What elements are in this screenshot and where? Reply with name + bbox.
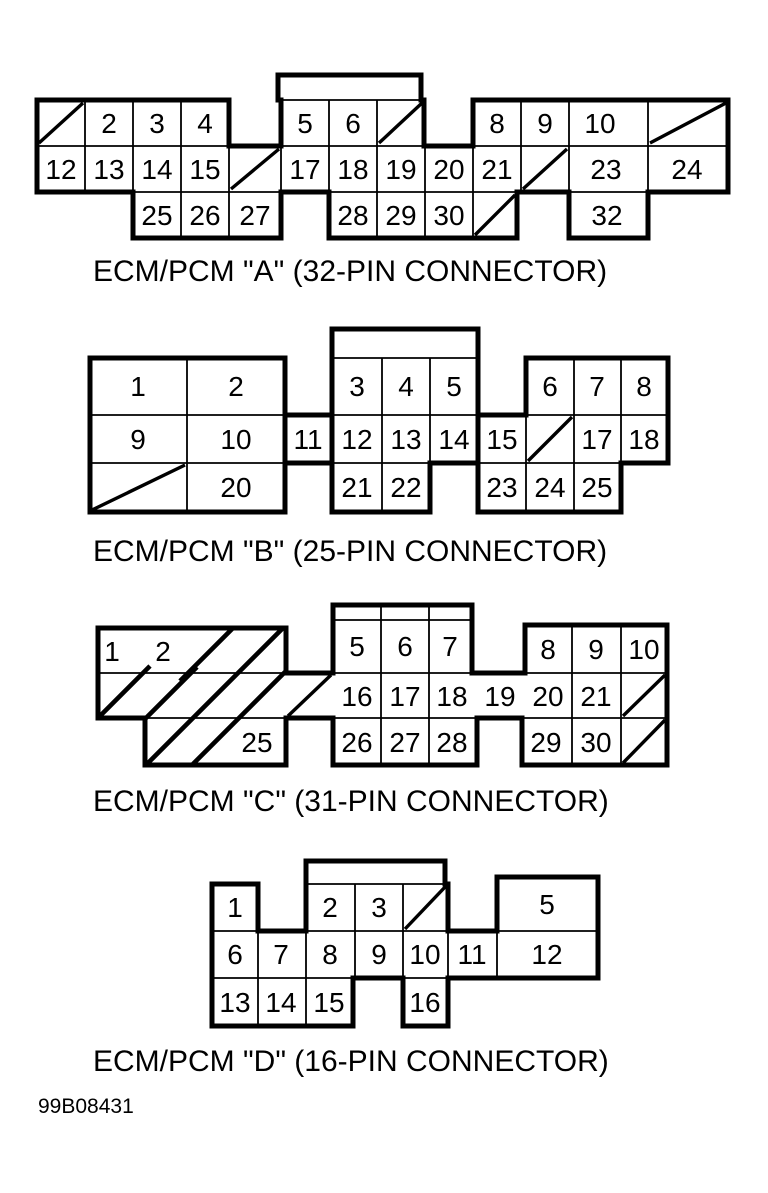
pin-label: 17 [581, 424, 613, 455]
pin-label: 16 [409, 987, 441, 1018]
pin-label: 27 [239, 200, 271, 231]
pin-label: 6 [542, 371, 558, 402]
connector-b-pin-labels [130, 371, 659, 503]
pin-label: 22 [390, 472, 422, 503]
pin-label: 13 [390, 424, 422, 455]
pin-label: 12 [45, 154, 77, 185]
pin-label: 21 [580, 681, 612, 712]
connector-a-pin-labels [45, 108, 702, 231]
connector-d-blocked-pin-slashes [405, 886, 446, 929]
pin-label: 10 [409, 939, 441, 970]
pin-label: 25 [241, 727, 273, 758]
connector-b-diagram [90, 329, 668, 568]
pin-label: 18 [628, 424, 660, 455]
pin-label: 15 [486, 424, 518, 455]
pin-label: 16 [341, 681, 373, 712]
pin-label: 28 [337, 200, 369, 231]
pin-label: 30 [580, 727, 612, 758]
pin-label: 2 [155, 636, 171, 667]
pin-label: 14 [438, 424, 470, 455]
pin-label: 9 [130, 424, 146, 455]
connector-b-caption: ECM/PCM "B" (25-PIN CONNECTOR) [93, 535, 608, 568]
pin-label: 18 [436, 681, 468, 712]
pin-label: 8 [489, 108, 505, 139]
pin-label: 3 [349, 371, 365, 402]
pin-label: 18 [337, 154, 369, 185]
pin-label: 29 [385, 200, 417, 231]
connector-c-caption: ECM/PCM "C" (31-PIN CONNECTOR) [93, 785, 609, 818]
connector-a-caption: ECM/PCM "A" (32-PIN CONNECTOR) [93, 255, 608, 288]
pin-label: 24 [671, 154, 703, 185]
pin-label: 11 [457, 939, 487, 970]
pin-label: 26 [189, 200, 221, 231]
pin-label: 6 [227, 939, 243, 970]
pin-label: 25 [581, 472, 613, 503]
pin-label: 19 [484, 681, 516, 712]
pin-label: 12 [531, 939, 563, 970]
pin-label: 9 [371, 939, 387, 970]
pin-label: 5 [349, 631, 365, 662]
pin-label: 23 [486, 472, 518, 503]
pin-label: 12 [341, 424, 373, 455]
pin-label: 25 [141, 200, 173, 231]
pin-label: 14 [141, 154, 173, 185]
pin-label: 15 [189, 154, 221, 185]
pin-label: 32 [591, 200, 623, 231]
figure-code: 99B08431 [38, 1095, 134, 1118]
pin-label: 2 [228, 371, 244, 402]
pin-label: 10 [220, 424, 252, 455]
pin-label: 7 [589, 371, 605, 402]
pin-label: 28 [436, 727, 468, 758]
pin-label: 5 [297, 108, 313, 139]
pin-label: 13 [219, 987, 251, 1018]
connector-d-pin-labels [219, 889, 562, 1018]
pin-label: 19 [385, 154, 417, 185]
pin-label: 6 [397, 631, 413, 662]
pin-label: 1 [227, 892, 243, 923]
pin-label: 11 [293, 424, 323, 455]
pin-label: 20 [220, 472, 252, 503]
pin-label: 27 [389, 727, 421, 758]
pin-label: 10 [628, 634, 660, 665]
pin-label: 6 [345, 108, 361, 139]
pin-label: 30 [433, 200, 465, 231]
pin-label: 9 [588, 634, 604, 665]
pin-label: 8 [322, 939, 338, 970]
pin-label: 2 [322, 892, 338, 923]
pin-label: 2 [101, 108, 117, 139]
connector-d-caption: ECM/PCM "D" (16-PIN CONNECTOR) [93, 1045, 609, 1078]
pin-label: 23 [590, 154, 622, 185]
pin-label: 3 [149, 108, 165, 139]
pin-label: 7 [442, 631, 458, 662]
pin-label: 20 [433, 154, 465, 185]
pin-label: 1 [130, 371, 146, 402]
pin-label: 20 [532, 681, 564, 712]
pin-label: 13 [93, 154, 125, 185]
pin-label: 4 [398, 371, 414, 402]
pin-label: 8 [636, 371, 652, 402]
connector-c-diagram [90, 605, 667, 818]
pin-label: 5 [539, 889, 555, 920]
pin-label: 9 [537, 108, 553, 139]
pin-label: 10 [584, 108, 616, 139]
pin-label: 21 [341, 472, 373, 503]
connector-d-diagram [93, 861, 609, 1078]
pin-label: 17 [289, 154, 321, 185]
pin-label: 14 [265, 987, 297, 1018]
pin-label: 8 [540, 634, 556, 665]
pin-label: 5 [446, 371, 462, 402]
pin-label: 7 [273, 939, 289, 970]
pin-label: 26 [341, 727, 373, 758]
pin-label: 24 [534, 472, 566, 503]
pin-label: 17 [389, 681, 421, 712]
pin-label: 3 [371, 892, 387, 923]
connector-a-diagram [37, 75, 728, 288]
pin-label: 1 [104, 636, 120, 667]
pin-label: 21 [481, 154, 513, 185]
pin-label: 15 [313, 987, 345, 1018]
pin-label: 29 [530, 727, 562, 758]
pin-label: 4 [197, 108, 213, 139]
